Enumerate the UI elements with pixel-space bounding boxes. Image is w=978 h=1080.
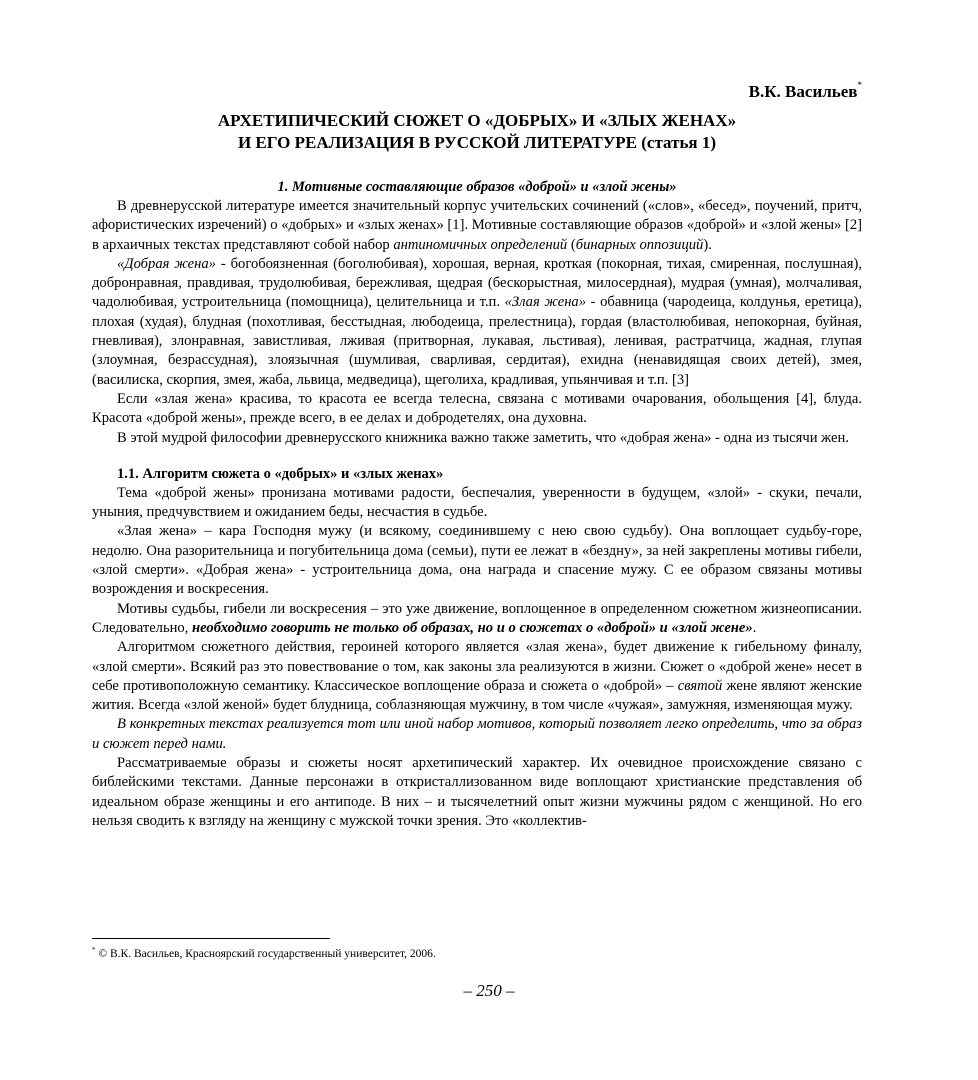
footnote-separator xyxy=(92,938,330,939)
article-title xyxy=(92,110,862,154)
section-1-1-heading: 1.1. Алгоритм сюжета о «добрых» и «злых женах» xyxy=(117,465,444,482)
text-run: Алгоритмом сюжетного действия, героиней которого является «злая жена», будет движение к гибельному финалу, «злой смерти». Всякий раз это повествование о том, как законы зла реализуются в жизни. Сюжет о «доброй жене» несет в себе противоположную семантику. Классическое воплощение образа и сюжета о «доброй» – xyxy=(92,639,862,694)
text-run: ). xyxy=(703,236,712,253)
section-1-heading: 1. Мотивные составляющие образов «доброй» и «злой жены» xyxy=(277,179,677,195)
text-run: . xyxy=(752,619,757,636)
italic-run: святой xyxy=(677,677,723,694)
text-run: Мотивы судьбы, гибели ли воскресения – это уже движение, воплощенное в определенном сюжетном жизнеописании. Следовательно, xyxy=(92,600,862,636)
section-2-paragraph-4 xyxy=(92,638,862,715)
section-1-paragraph-2 xyxy=(92,255,862,390)
section-2-paragraph-2: «Злая жена» – кара Господня мужу (и всякому, соединившему с нею свою судьбу). Она воплощает судьбу-горе, недолю. Она разорительница и погубительница дома (семьи), пути ее лежат в «бездну», за ней закреплены мотивы гибели, «злой смерти». «Добрая жена» - устроительница дома, она награда и спасение мужу. С ее образом связаны мотивы возрождения и воскресения. xyxy=(92,523,862,598)
italic-run: антиномичных определений xyxy=(393,236,568,253)
section-1-paragraph-4: В этой мудрой философии древнерусского книжника важно также заметить, что «добрая жена» - одна из тысячи жен. xyxy=(117,429,849,446)
footnote-mark: * xyxy=(92,946,96,954)
text-run: жене являют женские жития. Всегда «злой женой» будет блудница, соблазняющая мужчину, в том числе «чужая», замужняя, изменяющая мужу. xyxy=(92,677,862,714)
section-2-paragraph-3 xyxy=(92,600,862,639)
title-line-1: АРХЕТИПИЧЕСКИЙ СЮЖЕТ О «ДОБРЫХ» И «ЗЛЫХ ЖЕНАХ» xyxy=(217,111,737,130)
text-run: В древнерусской литературе имеется значительный корпус учительских сочинений («слов», «бесед», поучений, притч, афористических изречений) о «добрых» и «злых женах» [1]. Мотивные составляющие образов «доброй» и «злой жены» [2] в архаичных текстах представляют собой набор xyxy=(92,198,863,253)
page-body xyxy=(92,76,862,831)
author-line xyxy=(92,82,862,102)
section-2-paragraph-6: Рассматриваемые образы и сюжеты носят архетипический характер. Их очевидное происхождение связано с библейскими текстами. Данные персонажи в откристаллизованном виде воплощают христианские представления об идеальном образе женщины и его антиподе. В них – и тысячелетний опыт жизни мужчины рядом с женщиной. Но его нельзя сводить к взгляду на женщину с мужской точки зрения. Это «коллектив- xyxy=(92,755,862,829)
author-footnote-mark: * xyxy=(857,80,862,90)
section-2-paragraph-5: В конкретных текстах реализуется тот или иной набор мотивов, который позволяет легко определить, что за образ и сюжет перед нами. xyxy=(92,716,862,752)
italic-run: «Добрая жена» xyxy=(117,255,216,272)
italic-run: «Злая жена» xyxy=(504,294,587,311)
italic-run: бинарных оппозиций xyxy=(575,236,704,253)
author-name: В.К. Васильев xyxy=(748,82,858,101)
section-1-paragraph-3: Если «злая жена» красива, то красота ее всегда телесна, связана с мотивами очарования, обольщения [4], блуда. Красота «доброй жены», прежде всего, в ее делах и добродетелях, она духовна. xyxy=(92,390,862,427)
section-2-paragraph-1: Тема «доброй жены» пронизана мотивами радости, беспечалия, уверенности в будущем, «злой» - скуки, печали, уныния, предчувствием и ожиданием беды, несчастия в судьбе. xyxy=(92,484,862,521)
text-run: ( xyxy=(567,236,576,253)
footnote xyxy=(92,946,436,960)
bold-italic-run: необходимо говорить не только об образах, но и о сюжетах о «доброй» и «злой жене» xyxy=(192,619,753,636)
title-line-2: И ЕГО РЕАЛИЗАЦИЯ В РУССКОЙ ЛИТЕРАТУРЕ (статья 1) xyxy=(237,133,717,152)
text-run: - богобоязненная (боголюбивая), хорошая, верная, кроткая (покорная, тихая, смиренная, послушная), добронравная, правдивая, трудолюбивая, бережливая, щедрая (бескорыстная, милосердная), мудрая (умная), молчаливая, чадолюбивая, устроительница (помощница), целительница и т.п. xyxy=(92,255,862,311)
text-run: - обавница (чародеица, колдунья, еретица), плохая (худая), блудная (похотливая, бесстыдная, любодеица, прелестница), гордая (властолюбивая, непокорная, буйная, гневливая), злонравная, завистливая, лживая (притворная, лукавая, льстивая), ленивая, растратчица, жадная, глупая (злоумная, безрассудная), злоязычная (шумливая, сварливая, сердитая), ехидна (ненавидящая своих детей), змея, (василиска, скорпия, змея, жаба, львица, медведица), щеголиха, крадливая, упьянчивая и т.п. [3] xyxy=(92,294,862,388)
section-1-paragraph-1 xyxy=(92,197,862,255)
footnote-text: © В.К. Васильев, Красноярский государственный университет, 2006. xyxy=(95,947,436,960)
page-number: – 250 – xyxy=(463,981,515,1000)
